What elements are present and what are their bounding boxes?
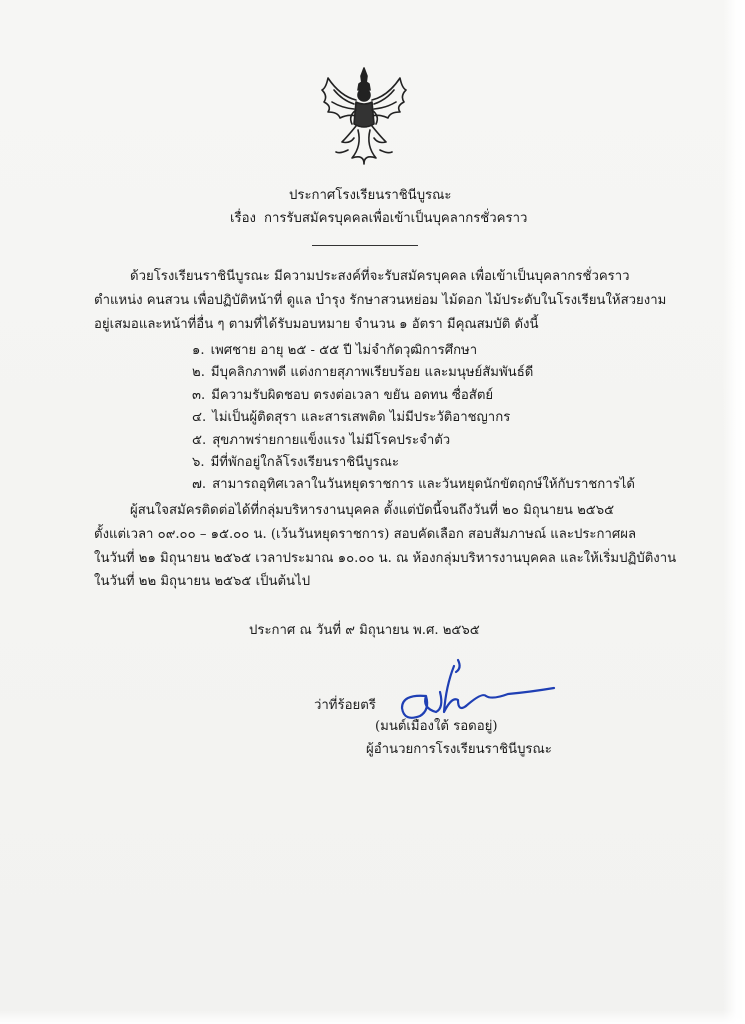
signer-position: ผู้อำนวยการโรงเรียนราชินีบูรณะ bbox=[366, 742, 552, 757]
list-item-text: มีที่พักอยู่ใกล้โรงเรียนราชินีบูรณะ bbox=[210, 454, 399, 470]
list-item bbox=[192, 407, 635, 429]
list-item bbox=[192, 385, 635, 407]
handwritten-signature bbox=[396, 656, 558, 738]
list-item-text: สามารถอุทิศเวลาในวันหยุดราชการ และวันหยุดนักขัตฤกษ์ให้กับราชการได้ bbox=[212, 477, 635, 493]
application-line-3: ในวันที่ ๒๑ มิถุนายน ๒๕๖๕ เวลาประมาณ ๑๐.๐๐ น. ณ ห้องกลุ่มบริหารงานบุคคล และให้เริ่มปฏิบัติงาน bbox=[94, 551, 677, 566]
subject-text: การรับสมัครบุคคลเพื่อเข้าเป็นบุคลากรชั่วคราว bbox=[263, 211, 528, 226]
list-item-number: ๓. bbox=[192, 387, 206, 403]
signer-name: (มนต์เมืองใต้ รอดอยู่) bbox=[375, 719, 498, 734]
intro-line-1: ด้วยโรงเรียนราชินีบูรณะ มีความประสงค์ที่จะรับสมัครบุคคล เพื่อเข้าเป็นบุคลากรชั่วคราว bbox=[130, 269, 630, 284]
list-item-number: ๒. bbox=[192, 365, 205, 381]
subject-label: เรื่อง bbox=[230, 211, 256, 226]
list-item-number: ๑. bbox=[192, 343, 205, 358]
announcement-date: ประกาศ ณ วันที่ ๙ มิถุนายน พ.ศ. ๒๕๖๕ bbox=[249, 623, 480, 638]
application-line-4: ในวันที่ ๒๒ มิถุนายน ๒๕๖๕ เป็นต้นไป bbox=[94, 574, 311, 589]
list-item bbox=[192, 452, 635, 474]
list-item-number: ๖. bbox=[192, 454, 205, 470]
list-item-number: ๔. bbox=[192, 410, 207, 426]
application-line-2: ตั้งแต่เวลา ๐๙.๐๐ – ๑๕.๐๐ น. (เว้นวันหยุดราชการ) สอบคัดเลือก สอบสัมภาษณ์ และประกาศผล bbox=[94, 527, 637, 542]
title-divider bbox=[312, 245, 418, 246]
list-item-text: สุขภาพร่ายกายแข็งแรง ไม่มีโรคประจำตัว bbox=[212, 432, 451, 448]
scan-edge-bottom bbox=[0, 1010, 745, 1024]
scan-edge-right bbox=[723, 0, 745, 1024]
announcement-title: ประกาศโรงเรียนราชินีบูรณะ bbox=[289, 188, 452, 203]
list-item-text: มีความรับผิดชอบ ตรงต่อเวลา ขยัน อดทน ซื่อสัตย์ bbox=[211, 387, 494, 403]
list-item-number: ๕. bbox=[192, 432, 207, 448]
signer-rank: ว่าที่ร้อยตรี bbox=[314, 698, 376, 713]
list-item-text: เพศชาย อายุ ๒๕ - ๕๕ ปี ไม่จำกัดวุฒิการศึกษา bbox=[210, 343, 478, 358]
list-item-text: มีบุคลิกภาพดี แต่งกายสุภาพเรียบร้อย และมนุษย์สัมพันธ์ดี bbox=[210, 365, 534, 381]
intro-line-2: ตำแหน่ง คนสวน เพื่อปฏิบัติหน้าที่ ดูแล บำรุง รักษาสวนหย่อม ไม้ดอก ไม้ประดับในโรงเรียนให้สวยงาม bbox=[94, 293, 667, 308]
list-item bbox=[192, 430, 635, 452]
list-item-number: ๗. bbox=[192, 477, 207, 493]
list-item bbox=[192, 362, 635, 384]
list-item bbox=[192, 340, 635, 362]
list-item bbox=[192, 474, 635, 496]
qualification-list bbox=[192, 340, 635, 497]
application-line-1: ผู้สนใจสมัครติดต่อได้ที่กลุ่มบริหารงานบุคคล ตั้งแต่บัดนี้จนถึงวันที่ ๒๐ มิถุนายน ๒๕๖๕ bbox=[130, 503, 615, 518]
announcement-subject-line bbox=[230, 210, 527, 227]
garuda-emblem bbox=[318, 66, 410, 166]
list-item-text: ไม่เป็นผู้ติดสุรา และสารเสพติด ไม่มีประวัติอาชญากร bbox=[212, 410, 511, 426]
intro-line-3: อยู่เสมอและหน้าที่อื่น ๆ ตามที่ได้รับมอบหมาย จำนวน ๑ อัตรา มีคุณสมบัติ ดังนี้ bbox=[94, 317, 539, 332]
